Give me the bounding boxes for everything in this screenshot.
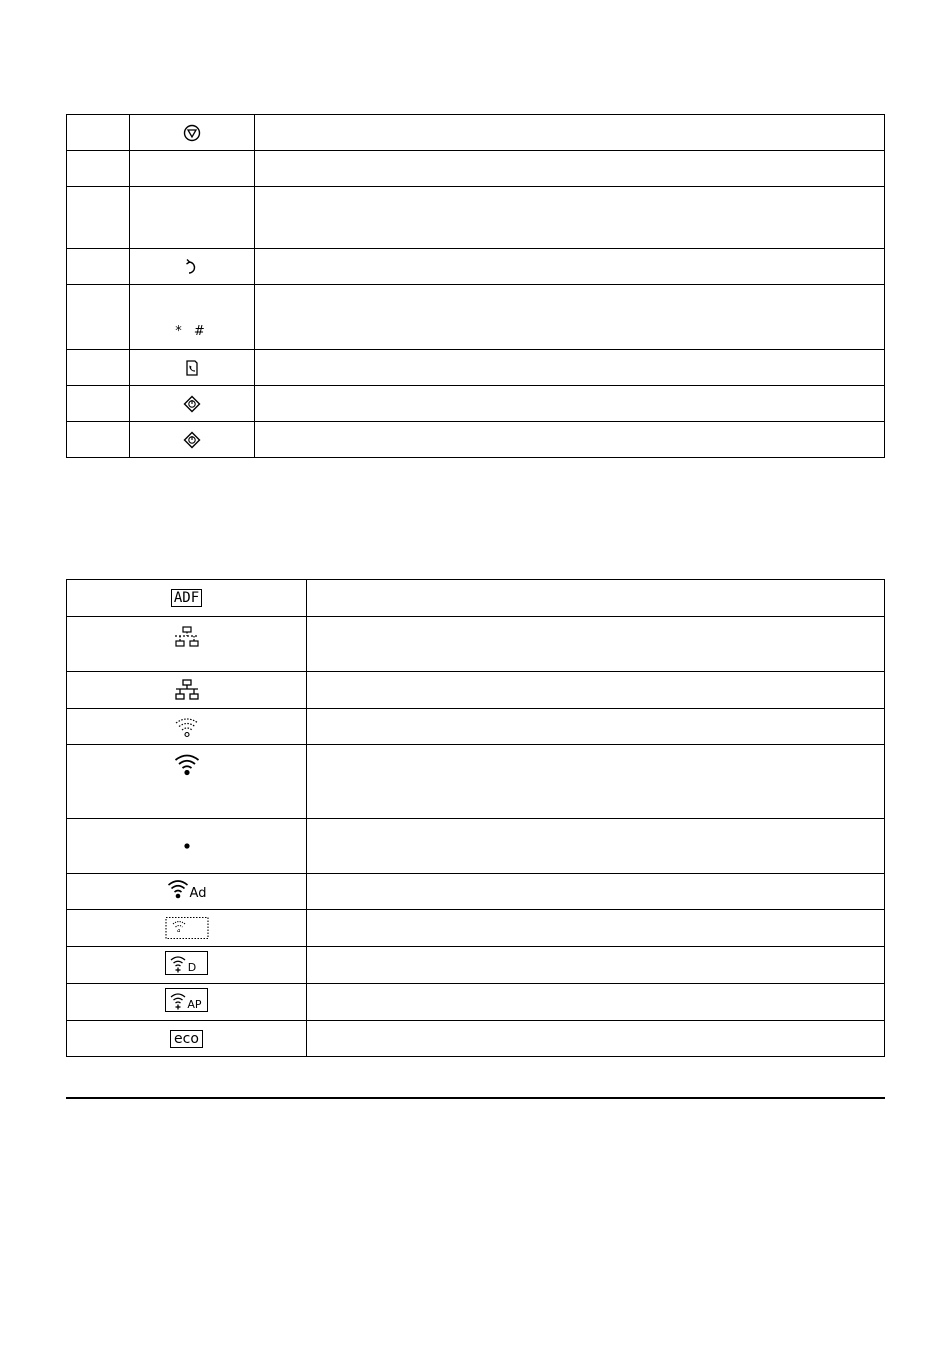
table-row	[67, 422, 885, 458]
number-cell	[67, 350, 130, 386]
table-row	[67, 187, 885, 249]
icon-cell	[67, 910, 307, 947]
access-point-label: AP	[187, 998, 202, 1011]
icon-cell	[67, 709, 307, 745]
description-cell	[307, 672, 885, 709]
description-cell	[307, 819, 885, 874]
table-row	[67, 285, 885, 350]
status-icons-table	[66, 579, 885, 1057]
horizontal-rule	[66, 1097, 885, 1099]
description-cell	[307, 910, 885, 947]
number-cell	[67, 386, 130, 422]
icon-cell	[130, 249, 255, 285]
wifi-ad-hoc-icon	[167, 878, 207, 900]
description-cell	[255, 386, 885, 422]
number-cell	[67, 187, 130, 249]
wifi-icon	[170, 954, 186, 974]
icon-cell	[67, 947, 307, 984]
icon-cell	[67, 617, 307, 672]
table-row	[67, 947, 885, 984]
stop-icon	[183, 124, 201, 142]
adf-icon: ADF	[171, 589, 202, 607]
icon-cell	[67, 580, 307, 617]
eco-icon: eco	[170, 1030, 203, 1048]
icon-cell	[130, 422, 255, 458]
description-cell	[307, 947, 885, 984]
description-cell	[307, 580, 885, 617]
description-cell	[307, 745, 885, 819]
icon-cell	[130, 151, 255, 187]
icon-cell	[130, 285, 255, 350]
wifi-icon	[170, 991, 186, 1011]
table-row	[67, 617, 885, 672]
buttons-table	[66, 114, 885, 458]
phone-book-icon	[184, 359, 200, 377]
description-cell	[307, 617, 885, 672]
table-row	[67, 874, 885, 910]
wifi-direct-disconnected-icon	[165, 916, 209, 940]
ad-hoc-label: Ad	[189, 886, 207, 901]
table-row	[67, 151, 885, 187]
description-cell	[255, 249, 885, 285]
icon-cell	[130, 115, 255, 151]
table-row	[67, 249, 885, 285]
icon-cell	[67, 1021, 307, 1057]
description-cell	[307, 874, 885, 910]
description-cell	[255, 422, 885, 458]
table-row	[67, 115, 885, 151]
keypad-keys: * #	[175, 324, 209, 339]
table-row	[67, 819, 885, 874]
description-cell	[255, 115, 885, 151]
start-icon	[183, 395, 201, 413]
table-row	[67, 672, 885, 709]
table-row	[67, 386, 885, 422]
table-row	[67, 580, 885, 617]
back-icon	[184, 258, 200, 276]
wifi-disconnected-icon	[173, 716, 201, 738]
start-icon	[183, 431, 201, 449]
description-cell	[255, 187, 885, 249]
description-cell	[307, 1021, 885, 1057]
wifi-icon	[167, 878, 189, 900]
number-cell	[67, 151, 130, 187]
description-cell	[307, 984, 885, 1021]
icon-cell	[67, 745, 307, 819]
icon-cell	[130, 187, 255, 249]
network-disconnected-icon	[173, 626, 201, 648]
wifi-direct-label: D	[187, 961, 197, 974]
table-row	[67, 984, 885, 1021]
table-row	[67, 745, 885, 819]
description-cell	[255, 151, 885, 187]
wifi-signal-icon	[173, 753, 201, 777]
description-cell	[307, 709, 885, 745]
number-cell	[67, 249, 130, 285]
icon-cell	[130, 386, 255, 422]
description-cell	[255, 350, 885, 386]
table-row	[67, 709, 885, 745]
icon-cell	[67, 984, 307, 1021]
icon-cell	[130, 350, 255, 386]
network-connected-icon	[173, 679, 201, 701]
icon-cell	[67, 672, 307, 709]
table-row	[67, 350, 885, 386]
number-cell	[67, 285, 130, 350]
wifi-direct-icon	[165, 951, 208, 975]
description-cell	[255, 285, 885, 350]
icon-cell	[67, 819, 307, 874]
wifi-no-signal-icon	[173, 841, 201, 851]
number-cell	[67, 115, 130, 151]
number-cell	[67, 422, 130, 458]
table-row	[67, 1021, 885, 1057]
icon-cell	[67, 874, 307, 910]
wifi-access-point-icon	[165, 988, 207, 1012]
table-row	[67, 910, 885, 947]
